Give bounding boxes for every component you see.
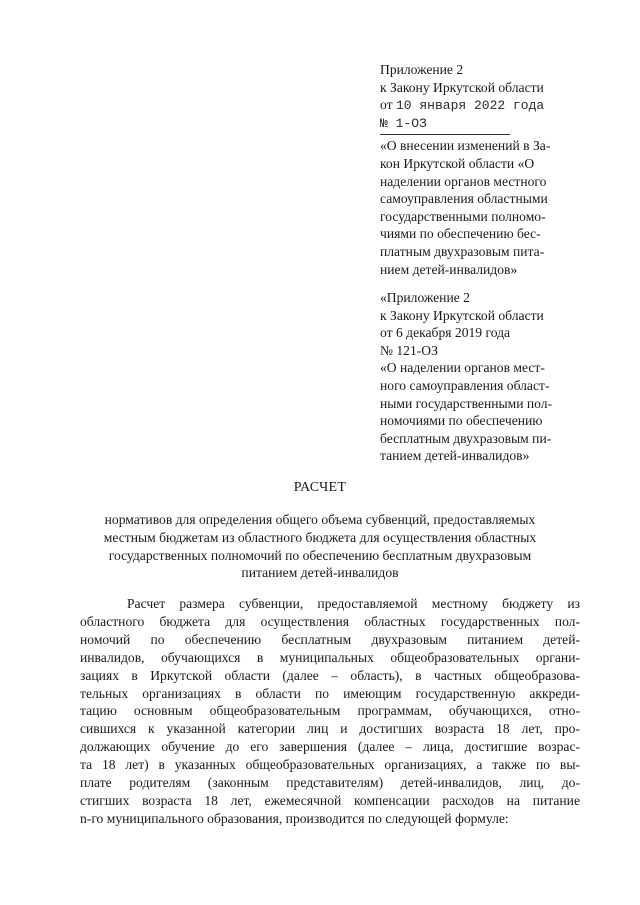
original-appendix-line: бесплатным двухразовым пи- <box>380 430 552 446</box>
appendix-date-stamp: 10 января 2022 года <box>395 98 545 114</box>
original-appendix-line: «О наделении органов мест- <box>380 360 545 376</box>
amendment-title-line: самоуправления областными <box>380 191 548 207</box>
subtitle-line: государственных полномочий по обеспечению бесплатным двухразовым <box>108 547 532 563</box>
amendment-title-line: наделении органов местного <box>380 173 547 189</box>
amendment-title-line: государственными полномо- <box>380 208 546 224</box>
subtitle-line: местным бюджетам из областного бюджета для осуществления областных <box>103 529 537 545</box>
appendix-date-line <box>380 96 580 115</box>
body-line: Расчет размера субвенции, предоставляемой местному бюджету из <box>127 596 580 611</box>
subtitle-line: питанием детей-инвалидов <box>241 565 399 581</box>
original-appendix-line: от 6 декабря 2019 года <box>380 325 511 341</box>
body-line: номочий по обеспечению бесплатным двухразовым питанием детей- <box>80 631 580 647</box>
appendix-law-reference: к Закону Иркутской области <box>380 79 544 95</box>
amendment-title-line: чиями по обеспечению бес- <box>380 226 541 242</box>
body-line: тацию основным общеобразовательным программам, обучающихся, отно- <box>80 703 580 719</box>
document-subtitle <box>80 511 560 582</box>
amendment-title-line: нием детей-инвалидов» <box>380 261 518 277</box>
appendix-header-block <box>380 61 580 278</box>
amendment-title-line: кон Иркутской области «О <box>380 155 535 171</box>
original-appendix-block <box>380 289 580 465</box>
body-line: плате родителям (законным представителям) детей-инвалидов, лиц, до- <box>80 775 580 791</box>
stamp-underline <box>380 134 510 135</box>
subtitle-line: нормативов для определения общего объема субвенций, предоставляемых <box>104 512 536 527</box>
document-title: РАСЧЕТ <box>293 480 347 495</box>
body-line: n-го муниципального образования, производится по следующей формуле: <box>80 810 509 826</box>
body-paragraph <box>80 595 580 828</box>
body-line: та 18 лет) в указанных общеобразовательных организациях, а также по вы- <box>80 757 580 773</box>
appendix-number-stamp: № 1-ОЗ <box>380 115 427 131</box>
body-line: областного бюджета для осуществления областных государственных пол- <box>80 613 580 629</box>
original-appendix-line: № 121-ОЗ <box>380 342 438 358</box>
original-appendix-line: танием детей-инвалидов» <box>380 448 530 464</box>
original-appendix-line: к Закону Иркутской области <box>380 307 544 323</box>
body-line: стигших возраста 18 лет, ежемесячной компенсации расходов на питание <box>80 792 580 808</box>
body-line: сившихся к указанной категории лиц и достигших возраста 18 лет, про- <box>80 721 580 737</box>
body-line: инвалидов, обучающихся в муниципальных общеобразовательных органи- <box>80 649 580 665</box>
original-appendix-line: номочиями по обеспечению <box>380 413 543 429</box>
appendix-label: Приложение 2 <box>380 62 464 77</box>
body-line: тельных организациях в области по имеющим государственную аккреди- <box>80 685 580 701</box>
amendment-title-line: «О внесении изменений в За- <box>380 138 551 154</box>
original-appendix-line: ными государственными пол- <box>380 395 553 411</box>
body-line: зациях в Иркутской области (далее – область), в частных общеобразова- <box>80 667 580 683</box>
amendment-title-line: платным двухразовым пита- <box>380 243 545 259</box>
original-appendix-line: «Приложение 2 <box>380 290 470 305</box>
appendix-date-prefix: от <box>380 97 393 113</box>
body-line: должающих обучение до его завершения (далее – лица, достигшие возрас- <box>80 739 580 755</box>
original-appendix-line: ного самоуправления област- <box>380 377 550 393</box>
